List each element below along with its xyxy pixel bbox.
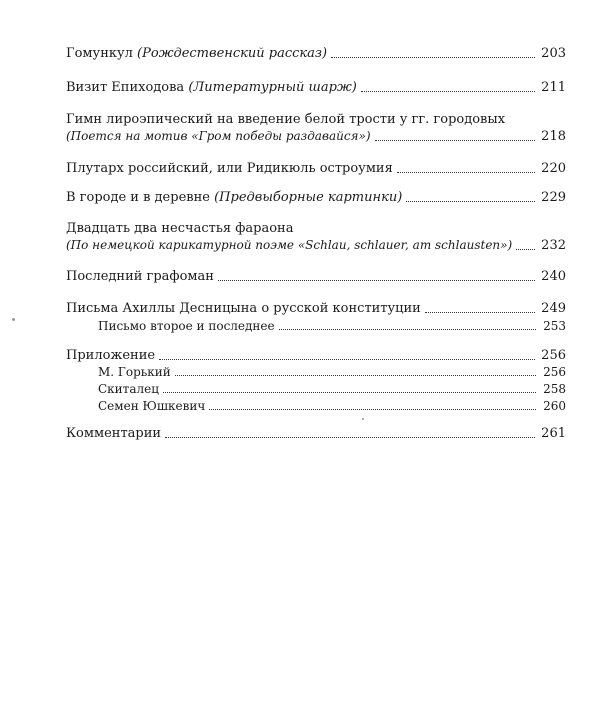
toc-page-number: 240 <box>541 269 566 284</box>
toc-entry-title: Двадцать два несчастья фараона <box>66 221 294 236</box>
dot-leader <box>406 201 535 202</box>
toc-entry <box>66 425 566 442</box>
dot-leader <box>163 392 536 393</box>
toc-entry-title: Плутарх российский, или Ридикюль остроумия <box>66 161 393 176</box>
toc-page-number: 258 <box>543 382 566 396</box>
paper-speck <box>12 318 15 321</box>
toc-subentry <box>66 398 566 414</box>
toc-entry <box>66 347 566 364</box>
toc-entry-title: Гимн лироэпический на введение белой трости у гг. городовых <box>66 112 506 127</box>
dot-leader <box>279 329 536 330</box>
toc-page-number: 260 <box>543 399 566 413</box>
dot-leader <box>375 140 536 141</box>
toc-entry-subtitle: (Предвыборные картинки) <box>214 190 403 205</box>
toc-page-number: 256 <box>543 365 566 379</box>
toc-subentry <box>66 381 566 397</box>
toc-entry <box>66 111 566 145</box>
toc-entry-subtitle: (Поется на мотив «Гром победы раздавайся») <box>66 129 371 143</box>
dot-leader <box>209 409 536 410</box>
dot-leader <box>331 57 535 58</box>
toc-page-number: 249 <box>541 301 566 316</box>
dot-leader <box>425 312 535 313</box>
paper-speck <box>362 418 364 420</box>
toc-page-number: 253 <box>543 319 566 333</box>
toc-entry-subtitle: (По немецкой карикатурной поэме «Schlau, schlauer, am schlausten») <box>66 238 513 252</box>
toc-entry-title: Приложение <box>66 348 156 363</box>
toc-entry-title: Семен Юшкевич <box>98 399 206 413</box>
toc-page-number: 220 <box>541 161 566 176</box>
toc-entry <box>66 189 566 206</box>
toc-entry-title: Визит Епиходова (Литературный шарж) <box>66 80 357 95</box>
toc-entry-title: Последний графоман <box>66 269 214 284</box>
dot-leader <box>159 359 535 360</box>
dot-leader <box>516 249 535 250</box>
dot-leader <box>218 280 535 281</box>
toc-entry <box>66 268 566 285</box>
toc-page-number: 256 <box>541 348 566 363</box>
toc-entry-title: Письмо второе и последнее <box>98 319 275 333</box>
dot-leader <box>165 437 535 438</box>
toc-entry-title: М. Горький <box>98 365 171 379</box>
toc-entry-title: Письма Ахиллы Десницына о русской конституции <box>66 301 421 316</box>
toc-page-number: 229 <box>541 190 566 205</box>
toc-entry-title: В городе и в деревне (Предвыборные картинки) <box>66 190 403 205</box>
toc-entry <box>66 220 566 254</box>
dot-leader <box>397 172 535 173</box>
toc-entry-subtitle: (Рождественский рассказ) <box>137 46 328 61</box>
toc-subentry <box>66 364 566 380</box>
toc-entry <box>66 79 566 96</box>
toc-entry-title: Скиталец <box>98 382 159 396</box>
toc-subentry <box>66 318 566 334</box>
dot-leader <box>361 91 535 92</box>
toc-entry <box>66 160 566 177</box>
toc-page-number: 211 <box>541 80 566 95</box>
toc-entry-title: Гомункул (Рождественский рассказ) <box>66 46 328 61</box>
toc-entry-title: Комментарии <box>66 426 162 441</box>
toc-page-number: 218 <box>541 129 566 144</box>
toc-entry-subtitle: (Литературный шарж) <box>188 80 357 95</box>
toc-entry <box>66 45 566 62</box>
toc-page-number: 203 <box>541 46 566 61</box>
toc-page-number: 232 <box>541 238 566 253</box>
toc-page-number: 261 <box>541 426 566 441</box>
toc-entry <box>66 300 566 317</box>
dot-leader <box>175 375 536 376</box>
